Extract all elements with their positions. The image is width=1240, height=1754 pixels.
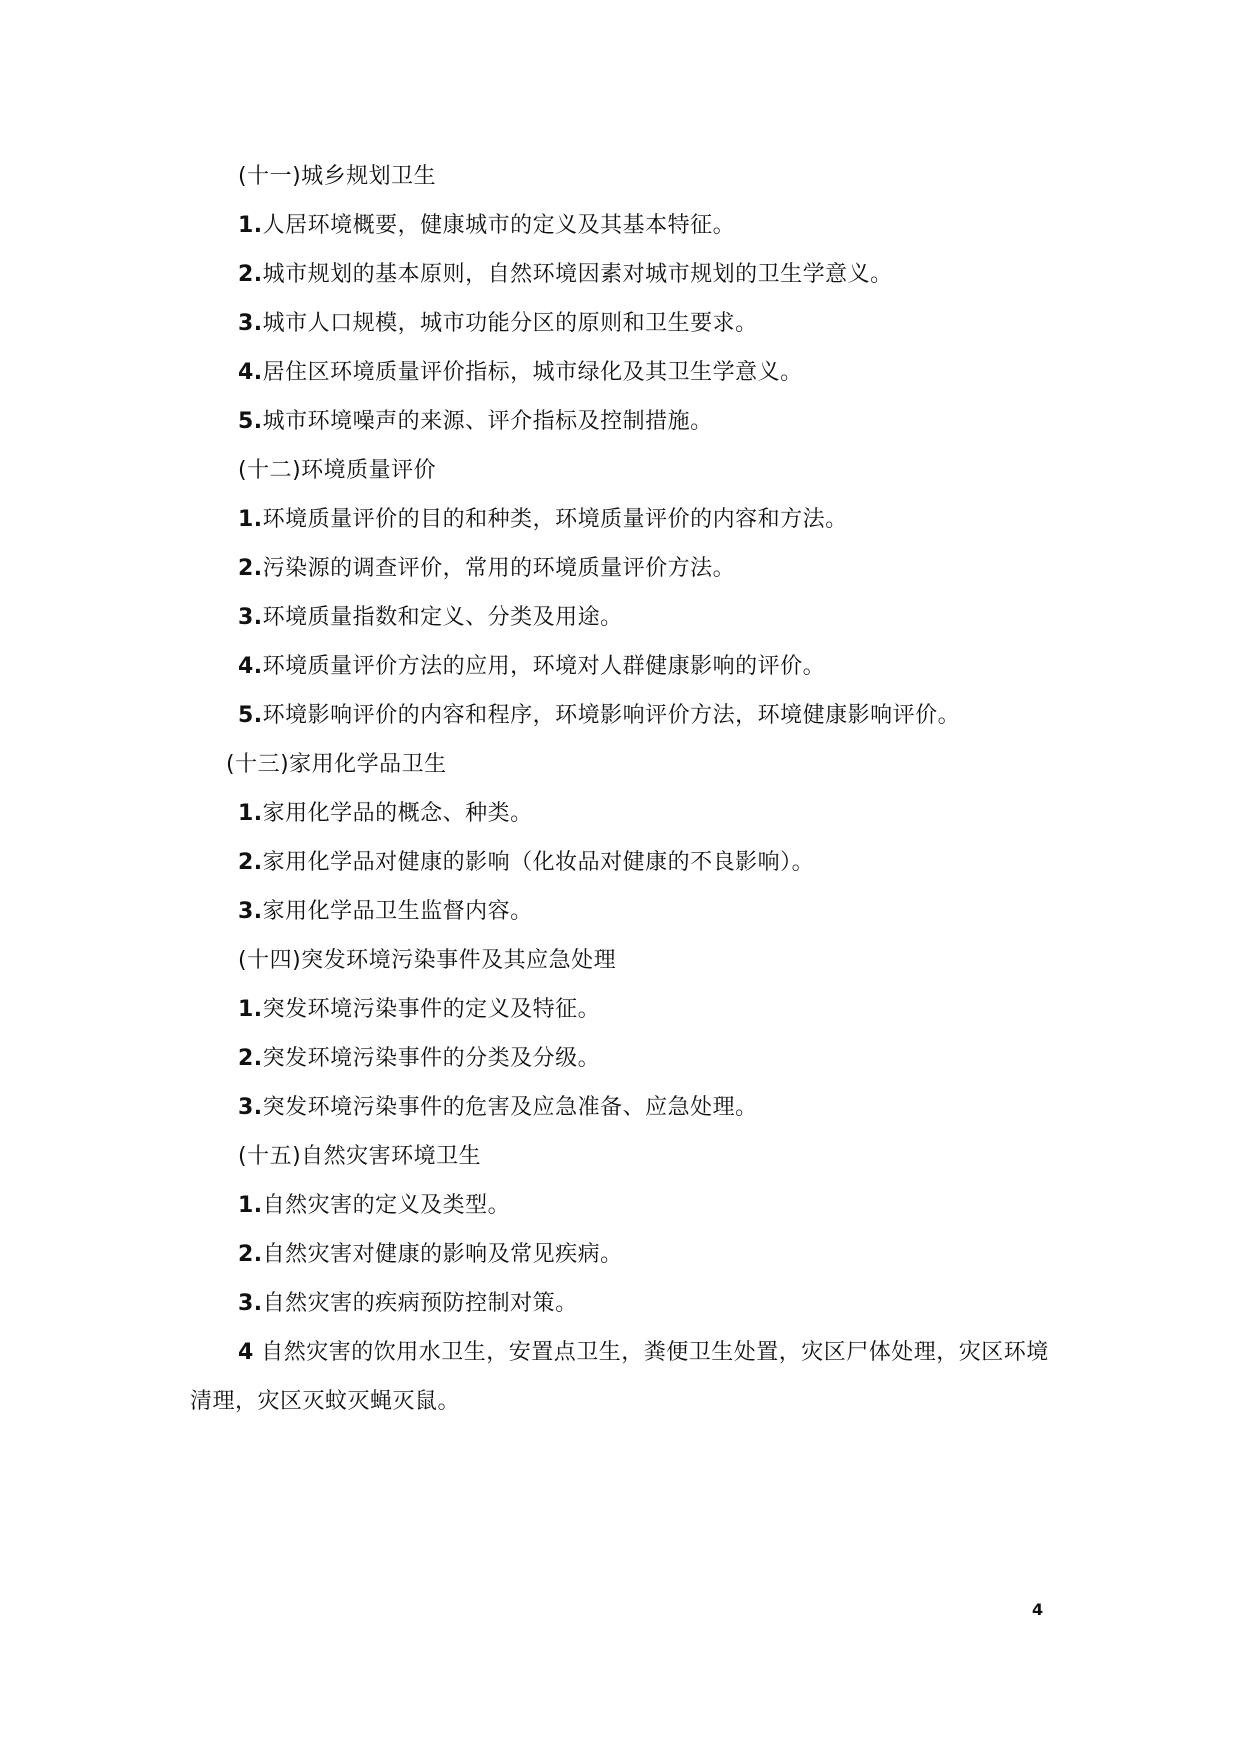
list-item xyxy=(190,642,1060,691)
item-text: 污染源的调查评价，常用的环境质量评价方法。 xyxy=(262,556,736,581)
list-item xyxy=(190,1230,1060,1279)
item-number: 4. xyxy=(238,654,263,679)
item-text: 自然灾害对健康的影响及常见疾病。 xyxy=(262,1242,623,1267)
list-item xyxy=(190,691,1060,740)
item-number: 1. xyxy=(238,1193,263,1218)
list-item xyxy=(190,397,1060,446)
list-item xyxy=(190,593,1060,642)
item-number: 4 xyxy=(238,1340,254,1365)
item-text: 突发环境污染事件的定义及特征。 xyxy=(262,997,601,1022)
item-text: 自然灾害的定义及类型。 xyxy=(262,1193,511,1218)
item-number: 1. xyxy=(238,213,263,238)
item-text: 自然灾害的饮用水卫生，安置点卫生，粪便卫生处置，灾区尸体处理，灾区环境清理，灾区灭蚊灭蝇灭鼠。 xyxy=(190,1340,1049,1414)
list-item xyxy=(190,887,1060,936)
list-item-paragraph xyxy=(190,1328,1060,1426)
item-text: 突发环境污染事件的危害及应急准备、应急处理。 xyxy=(262,1095,758,1120)
list-item xyxy=(190,985,1060,1034)
item-text: 城市规划的基本原则，自然环境因素对城市规划的卫生学意义。 xyxy=(262,262,893,287)
list-item xyxy=(190,838,1060,887)
section-heading: (十二)环境质量评价 xyxy=(238,458,437,483)
item-text: 家用化学品的概念、种类。 xyxy=(262,801,533,826)
section-heading: (十一)城乡规划卫生 xyxy=(238,164,437,189)
item-number: 2. xyxy=(238,1242,263,1267)
item-number: 2. xyxy=(238,850,263,875)
list-item xyxy=(190,1279,1060,1328)
item-number: 3. xyxy=(238,311,263,336)
item-number: 2. xyxy=(238,556,263,581)
item-number: 3. xyxy=(238,1095,263,1120)
item-number: 1. xyxy=(238,997,263,1022)
item-text: 城市人口规模，城市功能分区的原则和卫生要求。 xyxy=(262,311,758,336)
item-text: 环境质量评价的目的和种类，环境质量评价的内容和方法。 xyxy=(262,507,848,532)
page-number: 4 xyxy=(1032,1600,1044,1619)
list-item xyxy=(190,789,1060,838)
item-text: 环境质量指数和定义、分类及用途。 xyxy=(262,605,623,630)
list-item xyxy=(190,495,1060,544)
item-number: 1. xyxy=(238,801,263,826)
item-number: 5. xyxy=(238,703,263,728)
list-item xyxy=(190,201,1060,250)
item-text: 城市环境噪声的来源、评介指标及控制措施。 xyxy=(262,409,713,434)
item-number: 3. xyxy=(238,1291,263,1316)
item-number: 3. xyxy=(238,605,263,630)
item-number: 4. xyxy=(238,360,263,385)
document-body xyxy=(190,152,1060,1426)
item-number: 1. xyxy=(238,507,263,532)
section-heading: (十四)突发环境污染事件及其应急处理 xyxy=(238,948,617,973)
list-item xyxy=(190,299,1060,348)
item-text: 家用化学品卫生监督内容。 xyxy=(262,899,533,924)
item-text: 环境影响评价的内容和程序，环境影响评价方法，环境健康影响评价。 xyxy=(262,703,961,728)
section-heading: (十三)家用化学品卫生 xyxy=(226,752,447,777)
list-item xyxy=(190,1083,1060,1132)
list-item xyxy=(190,1181,1060,1230)
item-number: 2. xyxy=(238,1046,263,1071)
item-number: 5. xyxy=(238,409,263,434)
item-text: 环境质量评价方法的应用，环境对人群健康影响的评价。 xyxy=(262,654,826,679)
item-number: 2. xyxy=(238,262,263,287)
list-item xyxy=(190,348,1060,397)
list-item xyxy=(190,544,1060,593)
section-heading: (十五)自然灾害环境卫生 xyxy=(238,1144,482,1169)
item-text: 突发环境污染事件的分类及分级。 xyxy=(262,1046,601,1071)
item-text: 家用化学品对健康的影响（化妆品对健康的不良影响）。 xyxy=(262,850,815,875)
item-text: 人居环境概要，健康城市的定义及其基本特征。 xyxy=(262,213,736,238)
item-number: 3. xyxy=(238,899,263,924)
list-item xyxy=(190,1034,1060,1083)
list-item xyxy=(190,250,1060,299)
item-text: 自然灾害的疾病预防控制对策。 xyxy=(262,1291,578,1316)
item-text: 居住区环境质量评价指标，城市绿化及其卫生学意义。 xyxy=(262,360,803,385)
